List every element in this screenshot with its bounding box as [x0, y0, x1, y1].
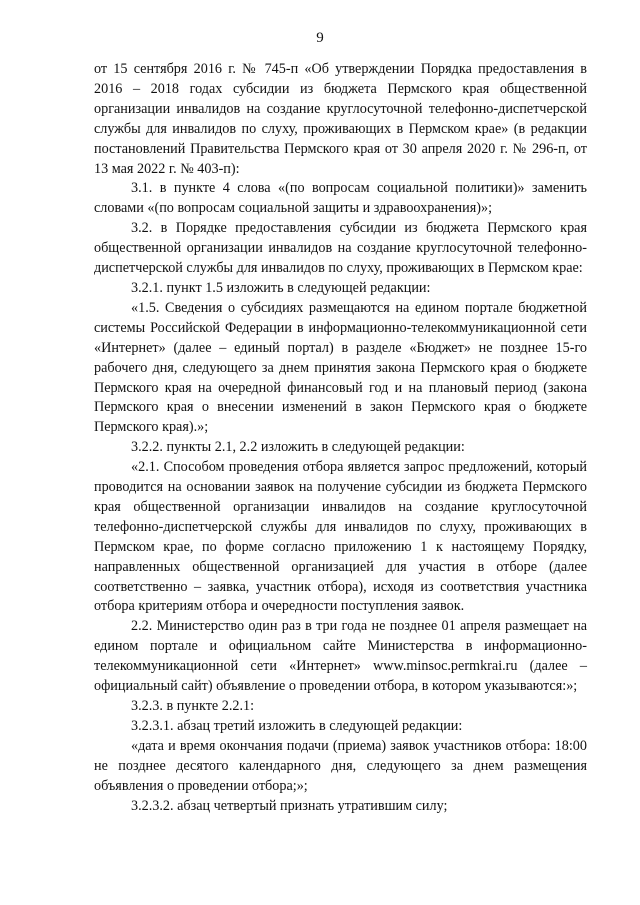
paragraph-3-1: 3.1. в пункте 4 слова «(по вопросам социальной политики)» заменить словами «(по вопросам социальной защиты и здравоохранения)»; [94, 180, 587, 217]
paragraph-1-5-quote: «1.5. Сведения о субсидиях размещаются на едином портале бюджетной системы Российской Федерации в информационно-телекоммуникационной сети «Интернет» (далее – единый портал) в разделе «Бюджет» не позднее 15-го рабочего дня, следующего за днем принятия закона Пермского края о бюджете Пермского края на очередной финансовый год и на плановый период (закона Пермского края о внесении изменений в закон Пермского края о бюджете Пермского края).»; [94, 299, 587, 436]
page-number: 9 [316, 30, 324, 46]
paragraph-3-2-1: 3.2.1. пункт 1.5 изложить в следующей редакции: [131, 279, 431, 296]
paragraph-3-2-3: 3.2.3. в пункте 2.2.1: [131, 698, 255, 714]
document-body [94, 60, 587, 816]
paragraph-deadline-quote: «дата и время окончания подачи (приема) заявок участников отбора: 18:00 не позднее десятого календарного дня, следующего за днем размещения объявления о проведении отбора;»; [94, 737, 587, 794]
paragraph-3-2-2: 3.2.2. пункты 2.1, 2.2 изложить в следующей редакции: [131, 439, 465, 456]
paragraph-2-1-quote: «2.1. Способом проведения отбора является запрос предложений, который проводится на основании заявок на получение субсидии из бюджета Пермского края общественной организации инвалидов на создание круглосуточной телефонно-диспетчерской службы для инвалидов по слуху, проживающих в Пермском крае, по форме согласно приложению 1 к настоящему Порядку, направленных общественной организацией для участия в отборе (далее соответственно – заявка, участник отбора), исходя из соответствия участника отбора критериям отбора и очередности поступления заявок. [94, 459, 587, 615]
paragraph-2-2-quote: 2.2. Министерство один раз в три года не позднее 01 апреля размещает на едином портале и официальном сайте Министерства в информационно-телекоммуникационной сети «Интернет» www.minsoc.permkrai.ru (далее – официальный сайт) объявление о проведении отбора, в котором указываются:»; [94, 618, 587, 695]
paragraph-3-2-3-2: 3.2.3.2. абзац четвертый признать утратившим силу; [131, 797, 448, 814]
paragraph-3-2-3-1: 3.2.3.1. абзац третий изложить в следующей редакции: [131, 717, 463, 734]
paragraph-3-2: 3.2. в Порядке предоставления субсидии из бюджета Пермского края общественной организации инвалидов на создание круглосуточной телефонно-диспетчерской службы для инвалидов по слуху, проживающих в Пермском крае: [94, 220, 587, 277]
paragraph-continuation: от 15 сентября 2016 г. № 745-п «Об утверждении Порядка предоставления в 2016 – 2018 годах субсидии из бюджета Пермского края общественной организации инвалидов на создание круглосуточной телефонно-диспетчерской службы для инвалидов по слуху, проживающих в Пермском крае» (в редакции постановлений Правительства Пермского края от 30 апреля 2020 г. № 296-п, от 13 мая 2022 г. № 403-п): [94, 61, 587, 177]
